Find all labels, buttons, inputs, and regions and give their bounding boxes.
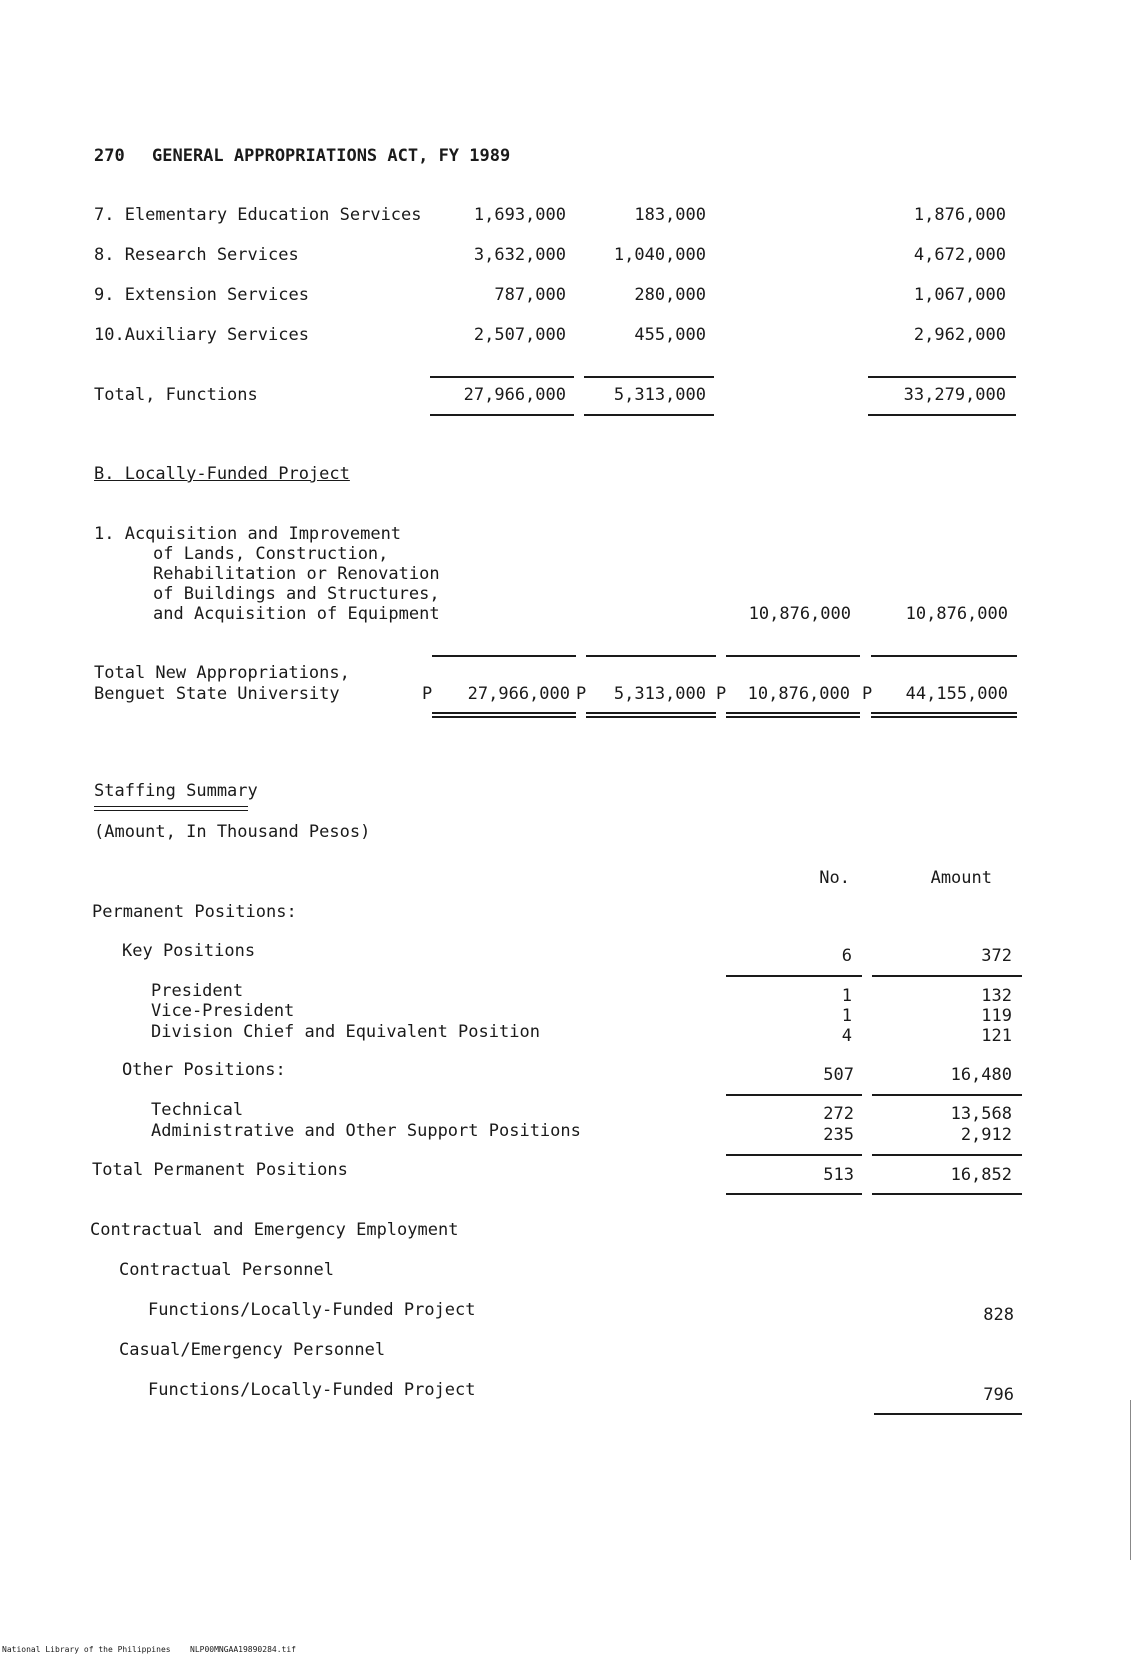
function-mooe: 1,040,000: [613, 245, 706, 265]
key-item-no: 1: [841, 1006, 852, 1026]
function-mooe: 455,000: [634, 325, 706, 345]
key-positions-label: Key Positions: [122, 941, 256, 961]
function-mooe: 280,000: [634, 285, 706, 305]
key-item-label: President: [151, 981, 244, 1001]
rule: [584, 414, 714, 416]
function-ps: 2,507,000: [473, 325, 566, 345]
scan-edge: [1130, 1400, 1131, 1560]
contractual-personnel-label: Contractual Personnel: [119, 1260, 334, 1280]
project-item-line: of Buildings and Structures,: [153, 584, 440, 604]
rule: [430, 376, 574, 378]
rule: [432, 655, 576, 657]
function-label: 10.Auxiliary Services: [94, 325, 309, 345]
rule: [872, 1193, 1022, 1195]
rule: [726, 1094, 862, 1096]
rule: [871, 712, 1017, 714]
project-co: 10,876,000: [748, 604, 851, 624]
column-header-no: No.: [819, 868, 850, 888]
other-positions-no: 507: [823, 1065, 854, 1085]
project-item-line: and Acquisition of Equipment: [153, 604, 440, 624]
function-ps: 787,000: [494, 285, 566, 305]
rule: [432, 712, 576, 714]
rule: [872, 975, 1022, 977]
other-item-label: Technical: [151, 1100, 244, 1120]
contractual-item-label: Functions/Locally-Funded Project: [148, 1300, 476, 1320]
function-label: 8. Research Services: [94, 245, 299, 265]
key-item-no: 4: [841, 1026, 852, 1046]
permanent-positions-label: Permanent Positions:: [92, 902, 297, 922]
total-permanent-no: 513: [823, 1165, 854, 1185]
key-positions-amount: 372: [981, 946, 1012, 966]
rule: [726, 1154, 862, 1156]
project-item-line: Rehabilitation or Renovation: [153, 564, 440, 584]
footer-file: NLP00MNGAA19890284.tif: [190, 1645, 296, 1654]
rule: [726, 716, 860, 718]
currency-symbol: P: [716, 684, 727, 704]
key-positions-no: 6: [841, 946, 852, 966]
contractual-heading: Contractual and Emergency Employment: [90, 1220, 459, 1240]
rule: [586, 655, 716, 657]
function-label: 9. Extension Services: [94, 285, 309, 305]
key-item-amount: 132: [981, 986, 1012, 1006]
other-positions-amount: 16,480: [950, 1065, 1012, 1085]
project-total: 10,876,000: [905, 604, 1008, 624]
total-new-co: 10,876,000: [747, 684, 850, 704]
function-ps: 3,632,000: [473, 245, 566, 265]
currency-symbol: P: [862, 684, 873, 704]
function-total: 4,672,000: [913, 245, 1006, 265]
rule: [871, 716, 1017, 718]
rule: [868, 414, 1016, 416]
rule: [872, 1154, 1022, 1156]
casual-item-amount: 796: [983, 1385, 1014, 1405]
project-heading: B. Locally-Funded Project: [94, 464, 350, 484]
other-item-no: 272: [823, 1104, 854, 1124]
function-label: 7. Elementary Education Services: [94, 205, 422, 225]
footer-library: National Library of the Philippines: [2, 1645, 171, 1654]
total-functions-mooe: 5,313,000: [613, 385, 706, 405]
rule: [868, 376, 1016, 378]
other-item-no: 235: [823, 1125, 854, 1145]
staffing-heading: Staffing Summary: [94, 781, 258, 801]
total-new-label-line2: Benguet State University: [94, 684, 340, 704]
total-new-ps: 27,966,000: [467, 684, 570, 704]
key-item-no: 1: [841, 986, 852, 1006]
other-item-label: Administrative and Other Support Positions: [151, 1121, 581, 1141]
other-item-amount: 2,912: [960, 1125, 1012, 1145]
key-item-label: Vice-President: [151, 1001, 295, 1021]
rule: [584, 376, 714, 378]
rule: [432, 716, 576, 718]
currency-symbol: P: [422, 684, 433, 704]
rule: [872, 1094, 1022, 1096]
rule: [94, 810, 248, 811]
rule: [586, 712, 716, 714]
project-item-line: of Lands, Construction,: [153, 544, 389, 564]
total-new-label-line1: Total New Appropriations,: [94, 663, 350, 683]
function-total: 1,067,000: [913, 285, 1006, 305]
project-item-line: 1. Acquisition and Improvement: [94, 524, 402, 544]
casual-item-label: Functions/Locally-Funded Project: [148, 1380, 476, 1400]
key-item-amount: 121: [981, 1026, 1012, 1046]
total-permanent-amount: 16,852: [950, 1165, 1012, 1185]
contractual-item-amount: 828: [983, 1305, 1014, 1325]
rule: [726, 975, 862, 977]
function-total: 2,962,000: [913, 325, 1006, 345]
rule: [726, 712, 860, 714]
rule: [871, 655, 1017, 657]
total-functions-label: Total, Functions: [94, 385, 258, 405]
other-positions-label: Other Positions:: [122, 1060, 286, 1080]
function-total: 1,876,000: [913, 205, 1006, 225]
staffing-subheading: (Amount, In Thousand Pesos): [94, 822, 371, 842]
rule: [726, 655, 860, 657]
other-item-amount: 13,568: [950, 1104, 1012, 1124]
rule: [586, 716, 716, 718]
total-permanent-label: Total Permanent Positions: [92, 1160, 348, 1180]
rule: [430, 414, 574, 416]
rule: [874, 1413, 1022, 1415]
key-item-amount: 119: [981, 1006, 1012, 1026]
function-mooe: 183,000: [634, 205, 706, 225]
total-new-mooe: 5,313,000: [613, 684, 706, 704]
rule: [94, 806, 248, 807]
currency-symbol: P: [576, 684, 587, 704]
page-number: 270: [94, 146, 125, 166]
total-functions-ps: 27,966,000: [463, 385, 566, 405]
column-header-amount: Amount: [930, 868, 992, 888]
rule: [726, 1193, 862, 1195]
total-functions-total: 33,279,000: [903, 385, 1006, 405]
key-item-label: Division Chief and Equivalent Position: [151, 1022, 540, 1042]
page-title: GENERAL APPROPRIATIONS ACT, FY 1989: [152, 146, 511, 166]
casual-personnel-label: Casual/Emergency Personnel: [119, 1340, 386, 1360]
total-new-total: 44,155,000: [905, 684, 1008, 704]
function-ps: 1,693,000: [473, 205, 566, 225]
